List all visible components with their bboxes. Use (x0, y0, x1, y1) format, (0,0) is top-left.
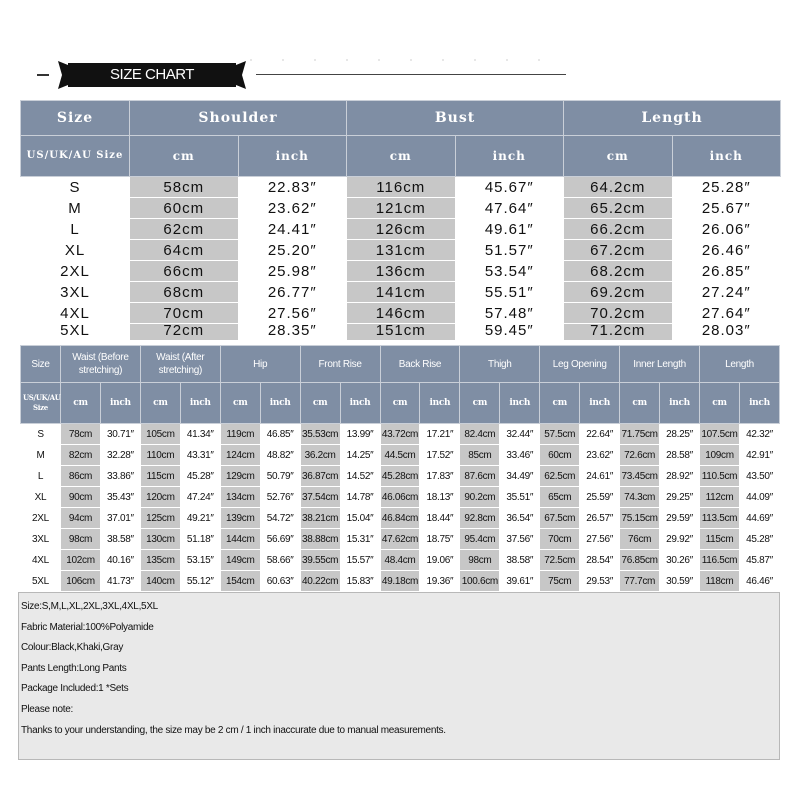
column-header: Leg Opening (540, 346, 620, 383)
column-header: Back Rise (380, 346, 460, 383)
column-header: Hip (220, 346, 300, 383)
top-table-subheader-row (21, 136, 781, 177)
bottom-table-header-row (21, 346, 780, 383)
table-cell: 30.59″ (660, 571, 700, 592)
table-cell: 85cm (460, 445, 500, 466)
table-cell: 95.4cm (460, 529, 500, 550)
bottom-size-table (20, 345, 780, 592)
note-measurement-disclaimer: Thanks to your understanding, the size may be 2 cm / 1 inch inaccurate due to manual measurements. (21, 724, 446, 736)
table-cell: 17.21″ (420, 424, 460, 445)
size-label: 4XL (21, 303, 130, 324)
size-chart-title: SIZE CHART (110, 66, 194, 83)
table-cell: 116.5cm (700, 550, 740, 571)
table-cell: 27.56″ (580, 529, 620, 550)
table-cell: 151cm (347, 324, 456, 341)
table-cell: 45.28″ (739, 529, 779, 550)
column-header: Waist (After stretching) (140, 346, 220, 383)
column-subheader: cm (61, 383, 101, 424)
table-row (21, 324, 781, 341)
table-cell: 47.64″ (455, 198, 564, 219)
column-header: Shoulder (130, 101, 347, 136)
table-cell: 48.4cm (380, 550, 420, 571)
column-subheader: cm (347, 136, 456, 177)
size-label: 3XL (21, 282, 130, 303)
table-cell: 65.2cm (564, 198, 673, 219)
table-cell: 82.4cm (460, 424, 500, 445)
table-cell: 126cm (347, 219, 456, 240)
table-row (21, 261, 781, 282)
table-cell: 140cm (140, 571, 180, 592)
table-cell: 35.51″ (500, 487, 540, 508)
table-cell: 154cm (220, 571, 260, 592)
table-cell: 105cm (140, 424, 180, 445)
table-cell: 32.28″ (100, 445, 140, 466)
table-cell: 94cm (61, 508, 101, 529)
table-cell: 37.56″ (500, 529, 540, 550)
table-cell: 25.98″ (238, 261, 347, 282)
column-subheader: cm (140, 383, 180, 424)
table-cell: 46.85″ (260, 424, 300, 445)
table-cell: 39.55cm (300, 550, 340, 571)
size-label: 5XL (21, 571, 61, 592)
table-cell: 25.28″ (672, 177, 781, 198)
table-row (21, 198, 781, 219)
column-subheader: inch (238, 136, 347, 177)
table-cell: 74.3cm (620, 487, 660, 508)
table-cell: 23.62″ (580, 445, 620, 466)
table-cell: 28.92″ (660, 466, 700, 487)
table-cell: 47.24″ (180, 487, 220, 508)
table-cell: 50.79″ (260, 466, 300, 487)
table-cell: 53.15″ (180, 550, 220, 571)
table-row (21, 466, 780, 487)
table-cell: 32.44″ (500, 424, 540, 445)
table-cell: 35.53cm (300, 424, 340, 445)
table-cell: 40.22cm (300, 571, 340, 592)
size-label: L (21, 219, 130, 240)
table-cell: 130cm (140, 529, 180, 550)
table-cell: 45.28cm (380, 466, 420, 487)
table-cell: 60.63″ (260, 571, 300, 592)
header-dash (37, 74, 49, 76)
note-sizes: Size:S,M,L,XL,2XL,3XL,4XL,5XL (21, 601, 158, 612)
table-cell: 68cm (130, 282, 239, 303)
column-subheader: inch (739, 383, 779, 424)
column-subheader: inch (580, 383, 620, 424)
column-subheader: cm (540, 383, 580, 424)
column-subheader: cm (300, 383, 340, 424)
table-cell: 45.87″ (739, 550, 779, 571)
table-cell: 28.58″ (660, 445, 700, 466)
size-chart-header (0, 55, 800, 95)
column-subheader: inch (420, 383, 460, 424)
column-subheader: cm (620, 383, 660, 424)
table-cell: 67.5cm (540, 508, 580, 529)
table-cell: 144cm (220, 529, 260, 550)
table-cell: 60cm (540, 445, 580, 466)
column-subheader: US/UK/AU Size (21, 136, 130, 177)
table-cell: 55.51″ (455, 282, 564, 303)
table-row (21, 303, 781, 324)
table-cell: 17.83″ (420, 466, 460, 487)
column-header: Length (700, 346, 780, 383)
column-subheader: inch (500, 383, 540, 424)
column-header: Size (21, 101, 130, 136)
table-cell: 42.32″ (739, 424, 779, 445)
column-header: Size (21, 346, 61, 383)
table-row (21, 177, 781, 198)
table-cell: 48.82″ (260, 445, 300, 466)
size-label: XL (21, 487, 61, 508)
table-cell: 72cm (130, 324, 239, 341)
column-header: Thigh (460, 346, 540, 383)
size-label: L (21, 466, 61, 487)
table-cell: 37.54cm (300, 487, 340, 508)
table-cell: 29.25″ (660, 487, 700, 508)
table-cell: 110.5cm (700, 466, 740, 487)
table-cell: 121cm (347, 198, 456, 219)
table-cell: 54.72″ (260, 508, 300, 529)
table-cell: 136cm (347, 261, 456, 282)
table-cell: 75cm (540, 571, 580, 592)
table-cell: 27.64″ (672, 303, 781, 324)
size-label: 5XL (21, 324, 130, 341)
table-cell: 76.85cm (620, 550, 660, 571)
table-row (21, 445, 780, 466)
table-cell: 17.52″ (420, 445, 460, 466)
table-cell: 68.2cm (564, 261, 673, 282)
column-subheader: cm (130, 136, 239, 177)
size-label: 2XL (21, 508, 61, 529)
table-cell: 29.59″ (660, 508, 700, 529)
column-subheader: cm (380, 383, 420, 424)
table-cell: 116cm (347, 177, 456, 198)
table-cell: 28.25″ (660, 424, 700, 445)
size-label: 2XL (21, 261, 130, 282)
table-cell: 73.45cm (620, 466, 660, 487)
column-header: Front Rise (300, 346, 380, 383)
table-row (21, 508, 780, 529)
column-header: Length (564, 101, 781, 136)
column-subheader: cm (460, 383, 500, 424)
product-notes (18, 592, 780, 760)
table-cell: 82cm (61, 445, 101, 466)
table-cell: 36.2cm (300, 445, 340, 466)
table-cell: 38.58″ (100, 529, 140, 550)
table-cell: 23.62″ (238, 198, 347, 219)
table-cell: 115cm (700, 529, 740, 550)
table-cell: 57.5cm (540, 424, 580, 445)
size-label: 3XL (21, 529, 61, 550)
table-cell: 36.54″ (500, 508, 540, 529)
table-cell: 115cm (140, 466, 180, 487)
table-cell: 78cm (61, 424, 101, 445)
table-cell: 44.09″ (739, 487, 779, 508)
table-row (21, 424, 780, 445)
table-cell: 27.24″ (672, 282, 781, 303)
table-cell: 90.2cm (460, 487, 500, 508)
table-cell: 41.73″ (100, 571, 140, 592)
table-cell: 40.16″ (100, 550, 140, 571)
table-cell: 51.18″ (180, 529, 220, 550)
table-cell: 49.21″ (180, 508, 220, 529)
table-cell: 100.6cm (460, 571, 500, 592)
table-cell: 28.54″ (580, 550, 620, 571)
table-cell: 106cm (61, 571, 101, 592)
column-subheader: cm (220, 383, 260, 424)
table-cell: 15.04″ (340, 508, 380, 529)
size-label: 4XL (21, 550, 61, 571)
table-cell: 43.72cm (380, 424, 420, 445)
table-row (21, 550, 780, 571)
table-cell: 33.86″ (100, 466, 140, 487)
table-cell: 49.18cm (380, 571, 420, 592)
size-label: S (21, 424, 61, 445)
table-cell: 14.25″ (340, 445, 380, 466)
table-cell: 24.61″ (580, 466, 620, 487)
top-size-table (20, 100, 781, 341)
table-cell: 35.43″ (100, 487, 140, 508)
column-header: Waist (Before stretching) (61, 346, 141, 383)
size-label: M (21, 445, 61, 466)
table-cell: 71.2cm (564, 324, 673, 341)
table-cell: 30.71″ (100, 424, 140, 445)
table-cell: 38.21cm (300, 508, 340, 529)
table-cell: 52.76″ (260, 487, 300, 508)
table-cell: 56.69″ (260, 529, 300, 550)
size-label: S (21, 177, 130, 198)
table-cell: 19.06″ (420, 550, 460, 571)
table-cell: 62.5cm (540, 466, 580, 487)
table-cell: 14.52″ (340, 466, 380, 487)
table-cell: 15.57″ (340, 550, 380, 571)
table-cell: 28.35″ (238, 324, 347, 341)
table-cell: 43.31″ (180, 445, 220, 466)
table-cell: 53.54″ (455, 261, 564, 282)
note-please-note: Please note: (21, 703, 73, 715)
header-dotted-line (250, 59, 570, 61)
table-cell: 139cm (220, 508, 260, 529)
table-row (21, 487, 780, 508)
table-cell: 26.57″ (580, 508, 620, 529)
column-subheader: cm (700, 383, 740, 424)
table-cell: 39.61″ (500, 571, 540, 592)
table-cell: 25.20″ (238, 240, 347, 261)
table-cell: 65cm (540, 487, 580, 508)
table-cell: 64.2cm (564, 177, 673, 198)
note-colour: Colour:Black,Khaki,Gray (21, 642, 124, 654)
table-cell: 72.5cm (540, 550, 580, 571)
table-cell: 90cm (61, 487, 101, 508)
table-cell: 118cm (700, 571, 740, 592)
table-cell: 51.57″ (455, 240, 564, 261)
size-label: XL (21, 240, 130, 261)
table-cell: 62cm (130, 219, 239, 240)
table-cell: 146cm (347, 303, 456, 324)
table-cell: 98cm (460, 550, 500, 571)
column-subheader: inch (455, 136, 564, 177)
table-cell: 27.56″ (238, 303, 347, 324)
table-cell: 124cm (220, 445, 260, 466)
top-table-header-row (21, 101, 781, 136)
table-cell: 44.69″ (739, 508, 779, 529)
table-cell: 64cm (130, 240, 239, 261)
table-cell: 59.45″ (455, 324, 564, 341)
table-cell: 119cm (220, 424, 260, 445)
table-cell: 46.84cm (380, 508, 420, 529)
table-cell: 70cm (540, 529, 580, 550)
table-cell: 46.06cm (380, 487, 420, 508)
column-header: Inner Length (620, 346, 700, 383)
table-cell: 30.26″ (660, 550, 700, 571)
table-cell: 29.53″ (580, 571, 620, 592)
table-cell: 98cm (61, 529, 101, 550)
table-cell: 102cm (61, 550, 101, 571)
table-row (21, 219, 781, 240)
table-row (21, 240, 781, 261)
table-cell: 42.91″ (739, 445, 779, 466)
table-cell: 13.99″ (340, 424, 380, 445)
table-cell: 26.46″ (672, 240, 781, 261)
column-subheader: inch (672, 136, 781, 177)
table-cell: 44.5cm (380, 445, 420, 466)
table-cell: 47.62cm (380, 529, 420, 550)
table-cell: 75.15cm (620, 508, 660, 529)
column-subheader: inch (180, 383, 220, 424)
table-cell: 36.87cm (300, 466, 340, 487)
table-cell: 120cm (140, 487, 180, 508)
table-cell: 67.2cm (564, 240, 673, 261)
table-cell: 110cm (140, 445, 180, 466)
table-cell: 15.83″ (340, 571, 380, 592)
table-cell: 22.83″ (238, 177, 347, 198)
table-cell: 107.5cm (700, 424, 740, 445)
note-package: Package Included:1 *Sets (21, 683, 129, 695)
table-row (21, 282, 781, 303)
table-cell: 72.6cm (620, 445, 660, 466)
table-cell: 33.46″ (500, 445, 540, 466)
table-cell: 46.46″ (739, 571, 779, 592)
table-cell: 134cm (220, 487, 260, 508)
bottom-table-subheader-row (21, 383, 780, 424)
table-cell: 92.8cm (460, 508, 500, 529)
table-cell: 60cm (130, 198, 239, 219)
table-cell: 66cm (130, 261, 239, 282)
table-cell: 41.34″ (180, 424, 220, 445)
table-cell: 129cm (220, 466, 260, 487)
table-cell: 86cm (61, 466, 101, 487)
table-cell: 66.2cm (564, 219, 673, 240)
table-cell: 24.41″ (238, 219, 347, 240)
table-cell: 57.48″ (455, 303, 564, 324)
table-cell: 49.61″ (455, 219, 564, 240)
table-cell: 43.50″ (739, 466, 779, 487)
table-cell: 76cm (620, 529, 660, 550)
note-pants-length: Pants Length:Long Pants (21, 662, 127, 674)
table-cell: 25.59″ (580, 487, 620, 508)
table-cell: 141cm (347, 282, 456, 303)
table-cell: 58.66″ (260, 550, 300, 571)
table-cell: 19.36″ (420, 571, 460, 592)
table-cell: 87.6cm (460, 466, 500, 487)
table-cell: 15.31″ (340, 529, 380, 550)
column-subheader: inch (100, 383, 140, 424)
table-cell: 26.85″ (672, 261, 781, 282)
table-row (21, 529, 780, 550)
table-cell: 70cm (130, 303, 239, 324)
table-cell: 28.03″ (672, 324, 781, 341)
column-subheader: inch (340, 383, 380, 424)
table-cell: 14.78″ (340, 487, 380, 508)
table-cell: 18.75″ (420, 529, 460, 550)
table-cell: 18.44″ (420, 508, 460, 529)
note-fabric: Fabric Material:100%Polyamide (21, 621, 154, 633)
column-subheader: inch (260, 383, 300, 424)
table-cell: 45.67″ (455, 177, 564, 198)
table-cell: 131cm (347, 240, 456, 261)
header-rule (256, 74, 566, 75)
column-subheader: cm (564, 136, 673, 177)
column-subheader: US/UK/AU Size (21, 383, 61, 424)
table-cell: 38.88cm (300, 529, 340, 550)
table-cell: 34.49″ (500, 466, 540, 487)
table-cell: 135cm (140, 550, 180, 571)
table-cell: 29.92″ (660, 529, 700, 550)
table-cell: 26.06″ (672, 219, 781, 240)
table-cell: 125cm (140, 508, 180, 529)
table-cell: 109cm (700, 445, 740, 466)
table-cell: 18.13″ (420, 487, 460, 508)
table-cell: 55.12″ (180, 571, 220, 592)
table-cell: 70.2cm (564, 303, 673, 324)
column-header: Bust (347, 101, 564, 136)
table-cell: 26.77″ (238, 282, 347, 303)
table-cell: 113.5cm (700, 508, 740, 529)
table-cell: 58cm (130, 177, 239, 198)
table-cell: 37.01″ (100, 508, 140, 529)
table-cell: 69.2cm (564, 282, 673, 303)
table-cell: 25.67″ (672, 198, 781, 219)
table-cell: 45.28″ (180, 466, 220, 487)
column-subheader: inch (660, 383, 700, 424)
table-cell: 112cm (700, 487, 740, 508)
table-cell: 22.64″ (580, 424, 620, 445)
table-cell: 77.7cm (620, 571, 660, 592)
size-label: M (21, 198, 130, 219)
table-cell: 149cm (220, 550, 260, 571)
table-cell: 71.75cm (620, 424, 660, 445)
table-cell: 38.58″ (500, 550, 540, 571)
table-row (21, 571, 780, 592)
